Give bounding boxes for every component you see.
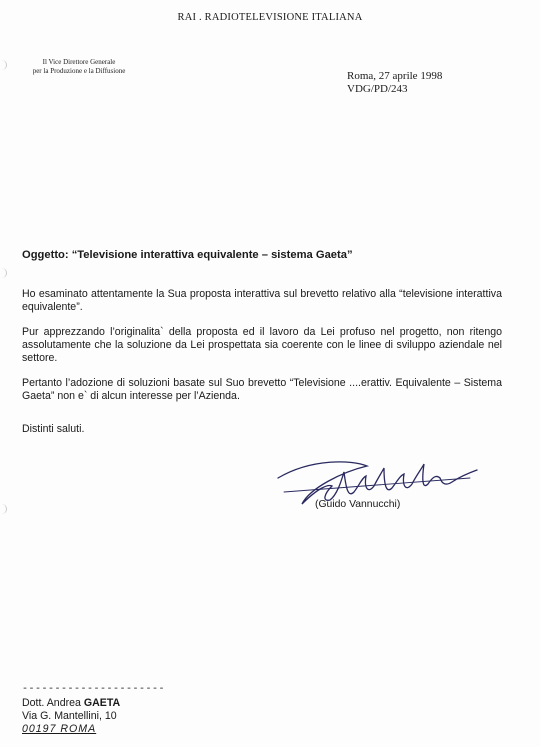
reference-code: VDG/PD/243 — [347, 83, 408, 95]
office-line: per la Produzione e la Diffusione — [32, 67, 126, 75]
body-paragraph: Pur apprezzando l’originalita` della proposta ed il lavoro da Lei profuso nel progetto, non ritengo assolutamente che la soluzione da Lei prospettata sia coerente con le linee di sviluppo aziendale nel settore. — [22, 326, 502, 364]
recipient-prefix: Dott. Andrea — [22, 697, 81, 709]
letterhead-title: RAI . RADIOTELEVISIONE ITALIANA — [177, 12, 363, 23]
recipient-city: 00197 ROMA — [22, 723, 97, 735]
place-date: Roma, 27 aprile 1998 — [347, 70, 443, 82]
punch-hole-mark — [0, 60, 7, 70]
signatory-name: (Guido Vannucchi) — [315, 499, 401, 510]
subject-line: Oggetto: “Televisione interattiva equivalente – sistema Gaeta” — [22, 249, 353, 261]
recipient-surname: GAETA — [83, 697, 121, 709]
recipient-street: Via G. Mantellini, 10 — [22, 710, 117, 722]
body-paragraph: Pertanto l’adozione di soluzioni basate sul Suo brevetto “Televisione ....erattiv. Equivalente – Sistema Gaeta” non e` di alcun interesse per l’Azienda. — [22, 377, 502, 402]
body-paragraph: Ho esaminato attentamente la Sua proposta interattiva sul brevetto relativo alla “televisione interattiva equivalente”. — [22, 288, 502, 313]
punch-hole-mark — [0, 504, 7, 514]
issuing-office — [14, 58, 144, 76]
date-block — [347, 70, 442, 96]
recipient-name — [22, 697, 120, 710]
closing-salutation: Distinti saluti. — [22, 423, 85, 435]
office-line: Il Vice Direttore Generale — [42, 58, 116, 66]
letter-body — [22, 288, 502, 415]
address-rule: ---------------------- — [22, 684, 166, 695]
recipient-address — [22, 697, 120, 736]
punch-hole-mark — [0, 268, 7, 278]
